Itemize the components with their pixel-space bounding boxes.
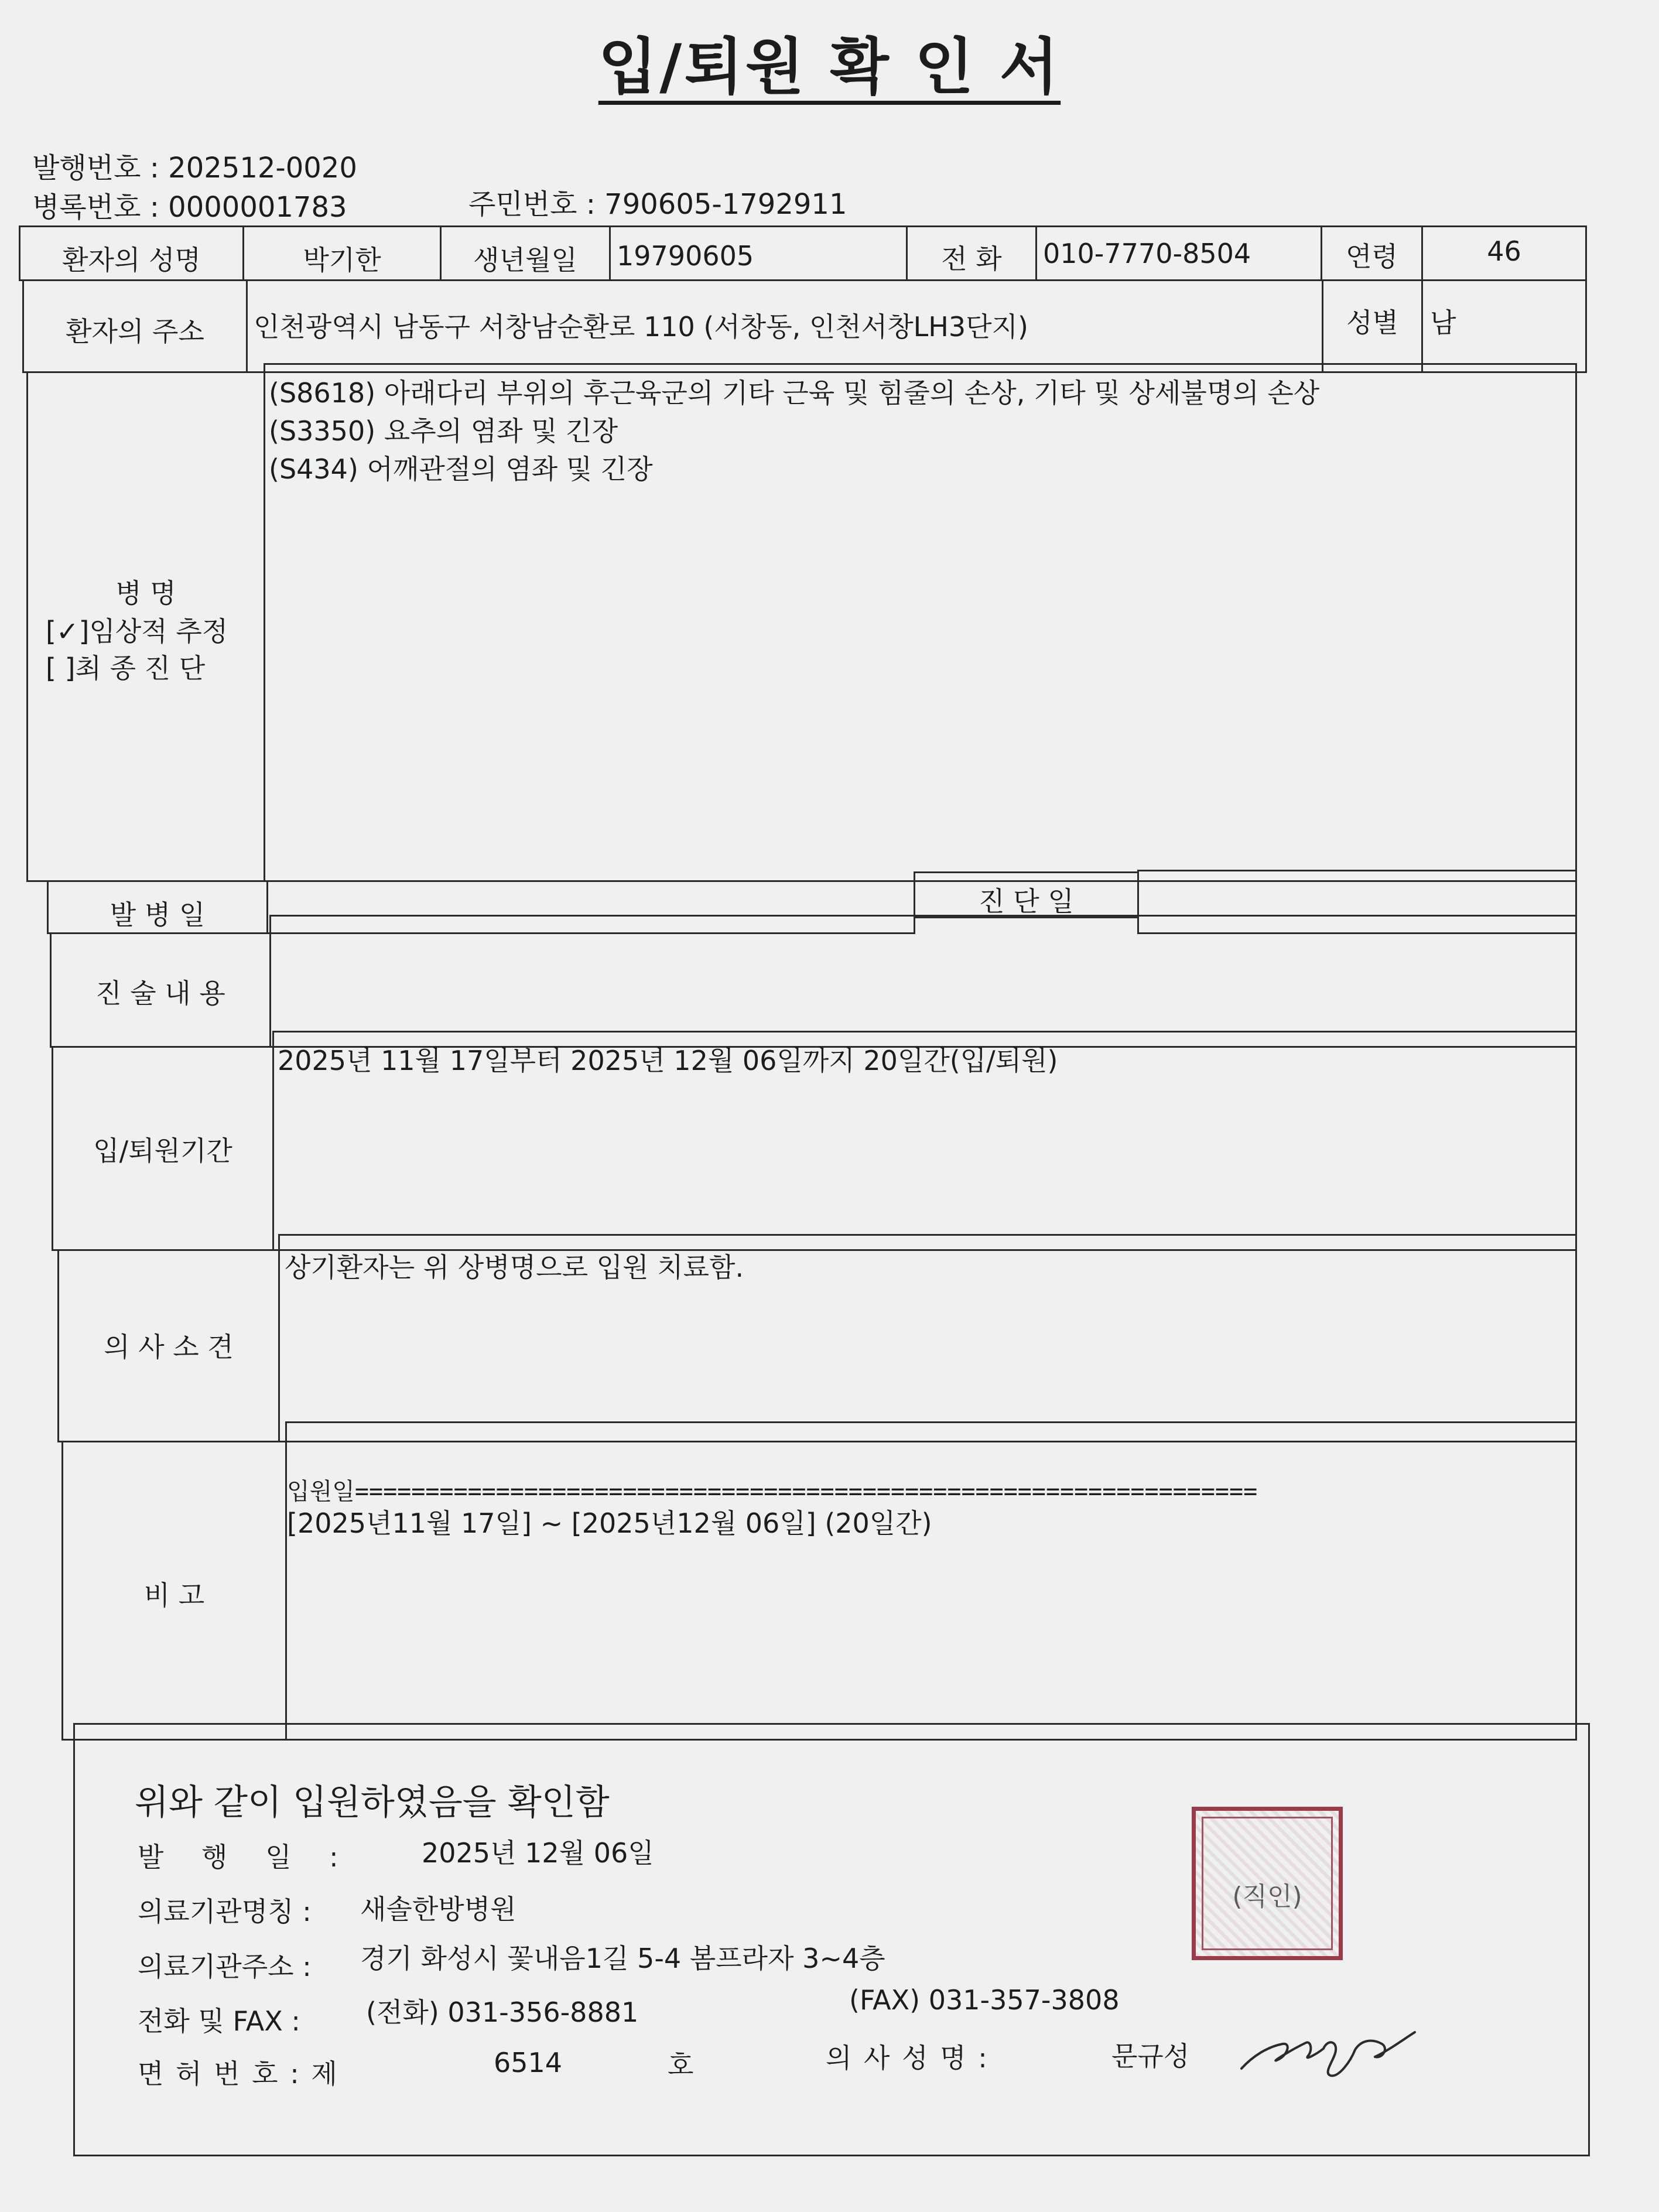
institution-name-label: 의료기관명칭 : [138,1896,312,1927]
diagnosis-item-2: (S3350) 요추의 염좌 및 긴장 [269,415,618,447]
remarks-line-1: 입원일================================================================ [287,1478,1258,1505]
birth-label: 생년월일 [473,244,577,276]
resident-number: 주민번호 : 790605-1792911 [468,188,847,221]
age-label-cell [1321,225,1423,281]
diag-date-label-cell [914,871,1139,918]
birth-label-cell [440,225,611,281]
phone-value-cell [1035,225,1322,281]
diagnosis-item-3: (S434) 어깨관절의 염좌 및 긴장 [269,453,653,485]
issue-date: 2025년 12월 06일 [422,1837,654,1869]
seal-label: (직인) [1232,1882,1302,1912]
diag-date-label: 진 단 일 [979,886,1074,917]
phone-label-cell [906,225,1037,281]
remarks-label: 비 고 [143,1579,205,1611]
diagnosis-label: 병 명 [115,577,176,609]
opinion-value-cell [278,1234,1577,1442]
doctor-name: 문규성 [1111,2040,1190,2072]
sex-value: 남 [1430,307,1456,339]
issue-date-label: 발 행 일 : [138,1841,338,1873]
license-label: 면 허 번 호 : 제 [138,2058,337,2090]
fax: (FAX) 031-357-3808 [849,1984,1120,2016]
issue-number: 발행번호 : 202512-0020 [32,152,357,184]
diagnosis-label-cell [26,371,265,882]
period-value: 2025년 11월 17일부터 2025년 12월 06일까지 20일간(입/퇴원) [278,1045,1058,1076]
document-title: 입/퇴원 확 인 서 [598,31,1061,102]
name-value-cell [242,225,442,281]
institution-address: 경기 화성시 꽃내음1길 5-4 봄프라자 3~4층 [360,1943,885,1974]
age-value-cell [1421,225,1587,281]
age-label: 연령 [1346,241,1398,272]
opinion-value: 상기환자는 위 상병명으로 입원 치료함. [285,1252,744,1283]
tel-fax-label: 전화 및 FAX : [138,2005,300,2037]
statement-value-cell [269,915,1577,1048]
statement-label: 진 술 내 용 [95,977,225,1009]
diagnosis-value-cell [264,363,1577,882]
remarks-value-cell [285,1421,1577,1741]
onset-label: 발 병 일 [110,899,206,931]
onset-label-cell [47,880,268,934]
institution-name: 새솔한방병원 [360,1893,516,1925]
license-number: 6514 [494,2047,563,2078]
phone-number: 010-7770-8504 [1043,238,1251,269]
sex-value-cell [1421,279,1587,373]
name-label-cell [19,225,244,281]
birth-date: 19790605 [617,240,754,272]
period-value-cell [272,1031,1577,1251]
patient-name: 박기한 [303,244,381,276]
sex-label: 성별 [1346,307,1398,339]
patient-address: 인천광역시 남동구 서창남순환로 110 (서창동, 인천서창LH3단지) [254,311,1028,343]
age-value: 46 [1487,235,1521,267]
institution-address-label: 의료기관주소 : [138,1951,312,1982]
birth-value-cell [609,225,908,281]
chart-number: 병록번호 : 0000001783 [32,191,347,224]
address-label-cell [22,279,248,373]
doctor-name-label: 의 사 성 명 : [826,2042,987,2074]
sex-label-cell [1322,279,1423,373]
opinion-label-cell [57,1249,280,1442]
diagnosis-item-1: (S8618) 아래다리 부위의 후근육군의 기타 근육 및 힘줄의 손상, 기타 및 상세불명의 손상 [269,377,1320,409]
address-value-cell [246,279,1323,373]
phone-label: 전 화 [941,243,1002,275]
remarks-line-2: [2025년11월 17일] ~ [2025년12월 06일] (20일간) [287,1507,932,1539]
confirm-statement: 위와 같이 입원하였음을 확인함 [135,1782,610,1823]
opinion-label: 의 사 소 견 [104,1331,234,1363]
official-seal [1192,1807,1343,1960]
clinical-estimate-check: [✓]임상적 추정 [46,616,228,647]
remarks-label-cell [61,1441,287,1741]
telephone: (전화) 031-356-8881 [366,1996,639,2028]
statement-label-cell [50,932,271,1048]
name-label: 환자의 성명 [62,244,201,276]
doctor-signature [1236,2015,1423,2091]
final-diagnosis-check: [ ]최 종 진 단 [46,652,206,684]
period-label-cell [52,1046,274,1251]
license-suffix: 호 [668,2049,694,2081]
period-label: 입/퇴원기간 [93,1135,232,1167]
address-label: 환자의 주소 [66,316,204,347]
